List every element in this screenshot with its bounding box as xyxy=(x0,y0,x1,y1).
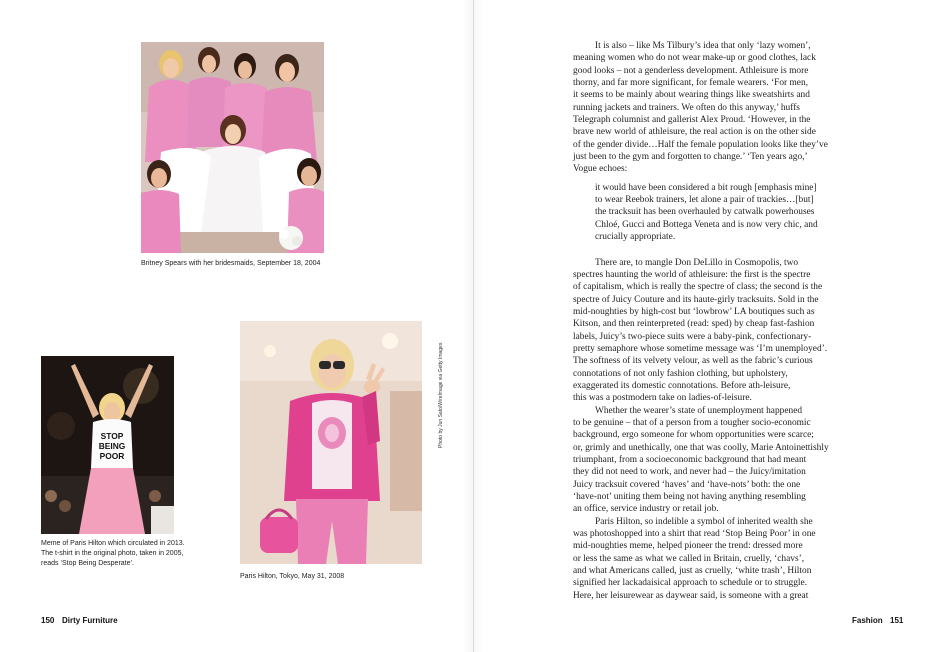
text-line: mid-noughties meme, helped pioneer the trend: dressed more xyxy=(573,541,803,552)
text-line: running jackets and trainers. We often do this anyway,’ huffs xyxy=(573,102,800,113)
quote-line: crucially appropriate. xyxy=(595,232,676,243)
svg-text:BEING: BEING xyxy=(98,441,126,451)
quote-line: the tracksuit has been overhauled by catwalk powerhouses xyxy=(595,207,815,218)
text-line: mid-noughties by high-cost but ‘lowbrow’ LA boutiques such as xyxy=(573,306,815,317)
photo-britney-bridesmaids xyxy=(141,42,324,253)
text-line: brave new world of athleisure, the real action is on the other side xyxy=(573,127,816,138)
text-line: There are, to mangle Don DeLillo in Cosmopolis, two xyxy=(595,257,799,268)
text-line: spectres haunting the world of athleisure: the first is the spectre xyxy=(573,269,811,280)
text-line: an office, service industry or retail job. xyxy=(573,504,719,515)
text-line: Vogue echoes: xyxy=(573,164,628,175)
svg-text:POOR: POOR xyxy=(99,451,125,461)
photo-paris-hilton-tokyo xyxy=(240,321,422,564)
text-line: pretty semaphore whose sometime message was ‘I’m unemployed’. xyxy=(573,343,828,354)
text-line: meaning women who do not wear make-up or good clothes, lack xyxy=(573,53,816,64)
text-line: this was a postmodern take on ladies-of-leisure. xyxy=(573,393,752,404)
running-title-right: Fashion xyxy=(852,616,883,625)
article-body xyxy=(573,40,855,602)
meme-shirt-text: STOP xyxy=(100,431,124,441)
paragraph-2 xyxy=(573,257,855,405)
text-line: spectre of Juicy Couture and its haute-girly tracksuits. Sold in the xyxy=(573,294,819,305)
text-line: of capitalism, which is really the spectre of class; the second is the xyxy=(573,282,823,293)
paragraph-1-cont xyxy=(573,52,855,175)
text-line: signified her lackadaisical approach to schedule or to struggle. xyxy=(573,578,808,589)
quote-line: to wear Reebok trainers, let alone a pair of trackies…[but] xyxy=(595,195,814,206)
text-line: connotations of not only fashion clothing, but upholstery, xyxy=(573,368,788,379)
text-line: labels, Juicy’s two-piece suits were a baby-pink, confectionary- xyxy=(573,331,812,342)
running-title-left: Dirty Furniture xyxy=(62,616,118,625)
photo-paris-hilton-meme xyxy=(41,356,174,534)
text-line: and what Americans called, just as cruelly, ‘white trash’, Hilton xyxy=(573,566,812,577)
text-line: or, grimly and unethically, one that was coolly, Marie Antoinettishly xyxy=(573,442,829,453)
photo-credit: Photo by Jun Sato/WireImage via Getty Images xyxy=(438,342,444,448)
text-line: Telegraph columnist and gallerist Alex Proud. ‘However, in the xyxy=(573,115,811,126)
text-line: ‘have-not’ uniting them being not having anything resembling xyxy=(573,492,806,503)
text-line: of the gender divide…Half the female population looks like they’ve xyxy=(573,139,828,150)
text-line: thorny, and far more significant, for female wearers. ‘For men, xyxy=(573,78,808,89)
text-line: The softness of its velvety velour, as well as the fabric’s curious xyxy=(573,356,813,367)
paragraph-3 xyxy=(573,405,855,516)
text-line: It is also – like Ms Tilbury’s idea that only ‘lazy women’, xyxy=(595,41,811,51)
text-line: exaggerated its domestic connotations. Before ath-leisure, xyxy=(573,380,791,391)
page-number-right: 151 xyxy=(890,616,904,625)
text-line: they did not need to work, and never had – the Juicy/imitation xyxy=(573,467,806,478)
text-line: or less the same as what we called in Britain, cruelly, ‘chavs’, xyxy=(573,553,805,564)
text-line: was photoshopped into a shirt that read ‘Stop Being Poor’ in one xyxy=(573,529,816,540)
caption-britney-photo: Britney Spears with her bridesmaids, September 18, 2004 xyxy=(141,260,321,267)
text-line: Here, her leisurewear as daywear said, is someone with a great xyxy=(573,590,809,601)
text-line: it seems to be mainly about wearing things like sweatshirts and xyxy=(573,90,810,101)
caption-meme-photo: Meme of Paris Hilton which circulated in 2013. The t-shirt in the original photo, taken in 2005, reads ‘Stop Being Desperate’. xyxy=(41,540,185,567)
caption-tokyo-photo: Paris Hilton, Tokyo, May 31, 2008 xyxy=(240,573,345,580)
text-line: to be genuine – that of a person from a tougher socio-economic xyxy=(573,417,811,428)
text-line: Kitson, and then reinterpreted (read: sped) by cheap fast-fashion xyxy=(573,319,815,330)
page-gutter xyxy=(473,0,474,652)
quote-line: Chloé, Gucci and Bottega Veneta and is now very chic, and xyxy=(595,219,818,230)
text-line: triumphant, from a socioeconomic background that had meant xyxy=(573,455,807,465)
text-line: Whether the wearer’s state of unemployment happened xyxy=(595,405,803,416)
text-line: good looks – not a genderless development. Athleisure is more xyxy=(573,65,809,76)
page-number-left: 150 xyxy=(41,616,55,625)
block-quote xyxy=(595,182,855,244)
text-line: Paris Hilton, so indelible a symbol of inherited wealth she xyxy=(595,516,813,527)
paragraph-1 xyxy=(573,40,855,52)
text-line: background, ergo someone for whom opportunities were scarce; xyxy=(573,430,814,441)
paragraph-4 xyxy=(573,516,855,602)
text-line: Juicy tracksuit covered ‘haves’ and ‘have-nots’ both: the one xyxy=(573,479,801,490)
text-line: just been to the gym and forgotten to change.’ ‘Ten years ago,’ xyxy=(573,152,808,163)
quote-line: it would have been considered a bit rough [emphasis mine] xyxy=(595,182,817,193)
